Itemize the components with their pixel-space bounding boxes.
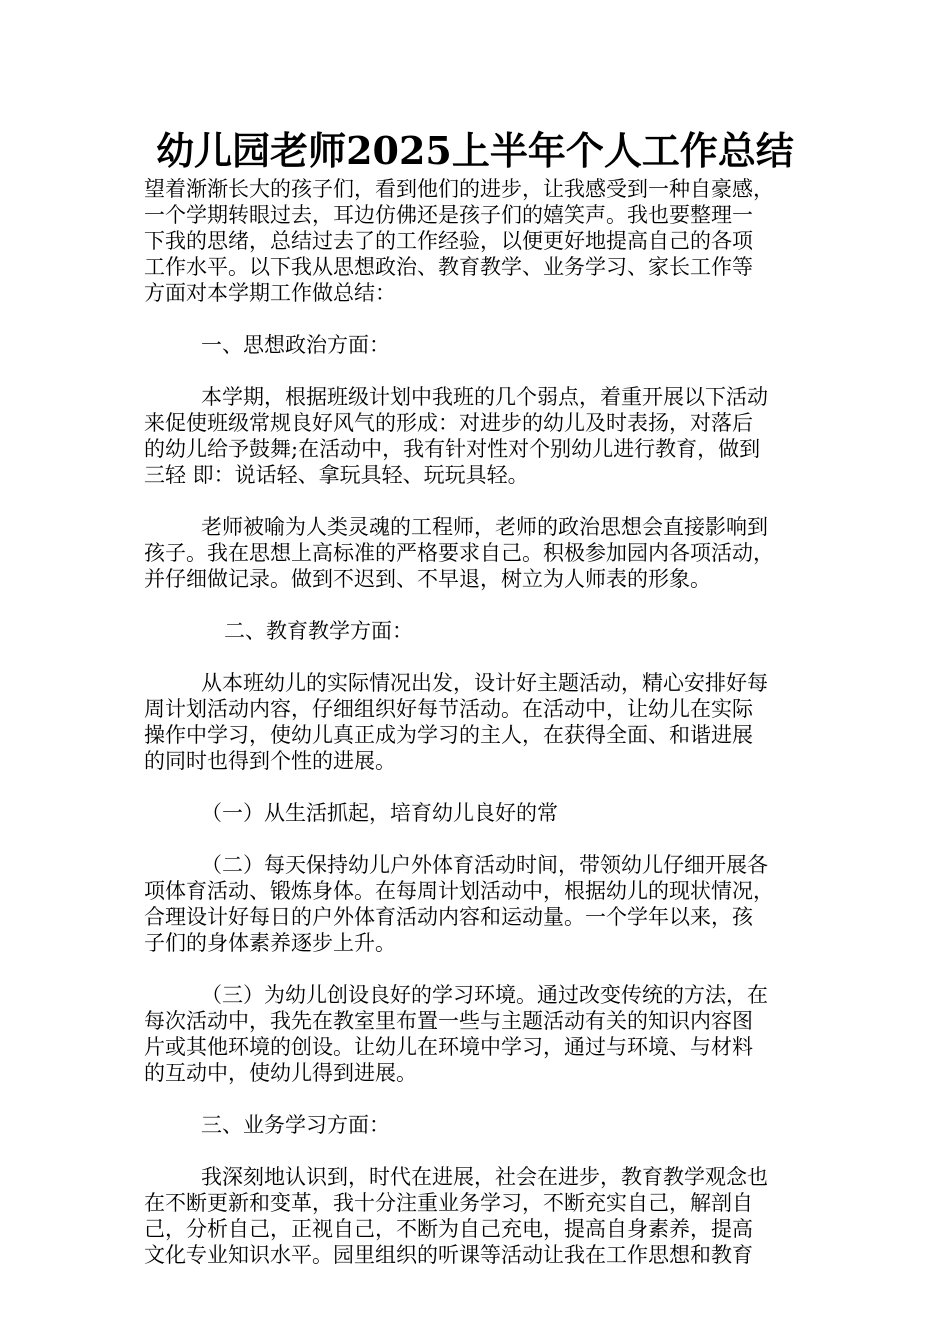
text-line: 一、思想政治方面：: [201, 333, 390, 357]
text-line: 项体育活动、锻炼身体。在每周计划活动中，根据幼儿的现状情况，: [144, 879, 774, 903]
blank-line: [144, 956, 824, 982]
blank-line: [144, 1086, 824, 1112]
document-title: 幼儿园老师2025上半年个人工作总结: [156, 128, 794, 173]
text-line: （二）每天保持幼儿户外体育活动时间，带领幼儿仔细开展各: [201, 853, 768, 877]
text-line: （三）为幼儿创设良好的学习环境。通过改变传统的方法，在: [201, 983, 768, 1007]
text-line: 周计划活动内容，仔细组织好每节活动。在活动中，让幼儿在实际: [144, 697, 753, 721]
text-line: 子们的身体素养逐步上升。: [144, 931, 396, 955]
text-line: 方面对本学期工作做总结：: [144, 281, 396, 305]
blank-line: [144, 1138, 824, 1164]
blank-line: [144, 358, 824, 384]
text-line: 操作中学习，使幼儿真正成为学习的主人，在获得全面、和谐进展: [144, 723, 753, 747]
text-line: 老师被喻为人类灵魂的工程师，老师的政治思想会直接影响到: [201, 515, 768, 539]
document-body: [144, 176, 824, 1268]
text-line: 己，分析自己，正视自己，不断为自己充电，提高自身素养，提高: [144, 1217, 753, 1241]
blank-line: [144, 592, 824, 618]
text-line: 三轻 即：说话轻、拿玩具轻、玩玩具轻。: [144, 463, 529, 487]
text-line: 二、教育教学方面：: [224, 619, 413, 643]
text-line: 本学期，根据班级计划中我班的几个弱点，着重开展以下活动: [201, 385, 768, 409]
blank-line: [144, 306, 824, 332]
text-line: （一）从生活抓起，培育幼儿良好的常: [201, 801, 558, 825]
blank-line: [144, 488, 824, 514]
text-line: 孩子。我在思想上高标准的严格要求自己。积极参加园内各项活动，: [144, 541, 774, 565]
text-line: 我深刻地认识到，时代在进展，社会在进步，教育教学观念也: [201, 1165, 768, 1189]
text-line: 的幼儿给予鼓舞;在活动中，我有针对性对个别幼儿进行教育，做到: [144, 437, 761, 461]
text-line: 文化专业知识水平。园里组织的听课等活动让我在工作思想和教育: [144, 1243, 753, 1267]
text-line: 下我的思绪，总结过去了的工作经验，以便更好地提高自己的各项: [144, 229, 753, 253]
text-line: 的同时也得到个性的进展。: [144, 749, 396, 773]
text-line: 一个学期转眼过去，耳边仿佛还是孩子们的嬉笑声。我也要整理一: [144, 203, 753, 227]
text-line: 三、业务学习方面：: [201, 1113, 390, 1137]
text-line: 每次活动中，我先在教室里布置一些与主题活动有关的知识内容图: [144, 1009, 753, 1033]
text-line: 的互动中，使幼儿得到进展。: [144, 1061, 417, 1085]
text-line: 并仔细做记录。做到不迟到、不早退，树立为人师表的形象。: [144, 567, 711, 591]
blank-line: [144, 826, 824, 852]
blank-line: [144, 774, 824, 800]
text-line: 在不断更新和变革，我十分注重业务学习，不断充实自己，解剖自: [144, 1191, 753, 1215]
text-line: 片或其他环境的创设。让幼儿在环境中学习，通过与环境、与材料: [144, 1035, 753, 1059]
text-line: 望着渐渐长大的孩子们，看到他们的进步，让我感受到一种自豪感，: [144, 177, 774, 201]
text-line: 从本班幼儿的实际情况出发，设计好主题活动，精心安排好每: [201, 671, 768, 695]
blank-line: [144, 644, 824, 670]
text-line: 合理设计好每日的户外体育活动内容和运动量。一个学年以来，孩: [144, 905, 753, 929]
text-line: 工作水平。以下我从思想政治、教育教学、业务学习、家长工作等: [144, 255, 753, 279]
text-line: 来促使班级常规良好风气的形成：对进步的幼儿及时表扬，对落后: [144, 411, 753, 435]
